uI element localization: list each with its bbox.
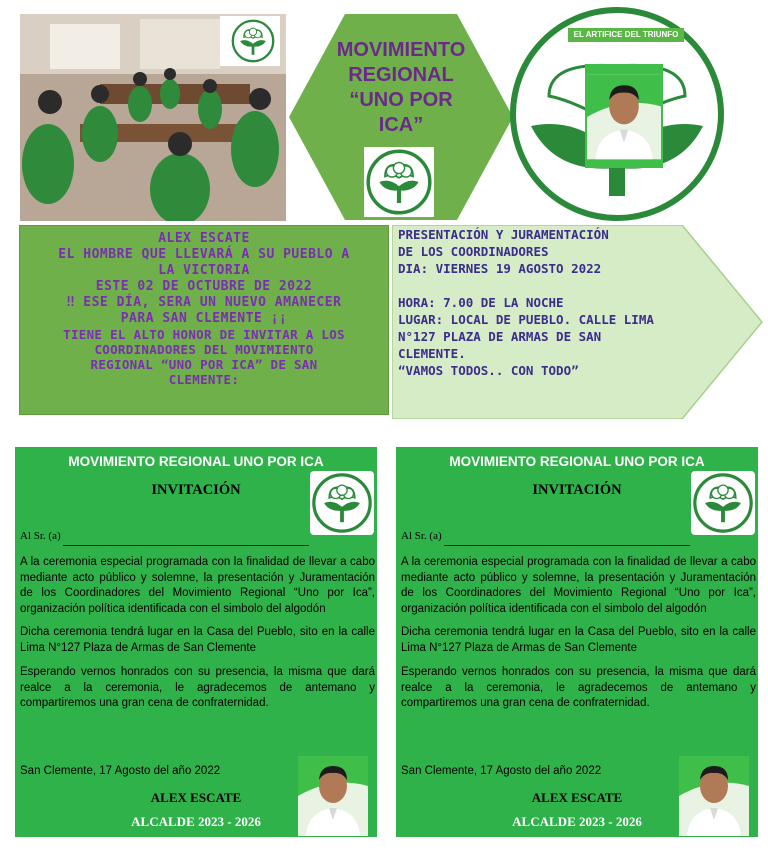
invitation-line: PARA SAN CLEMENTE ¡¡: [120, 311, 288, 326]
event-line: LUGAR: LOCAL DE PUEBLO. CALLE LIMA: [398, 312, 654, 327]
card-paragraph: Esperando vernos honrados con su presencia, la misma que dará realce a la ceremonia, le agradecemos de antemano y compartiremos una gran cena de confraternidad.: [401, 666, 756, 709]
invitation-line: EL HOMBRE QUE LLEVARÁ A SU PUEBLO A: [58, 247, 350, 262]
invitation-card-left: [15, 447, 377, 837]
signer-name: ALEX ESCATE: [531, 790, 623, 805]
event-spacer: [398, 277, 718, 294]
card-header: MOVIMIENTO REGIONAL UNO POR ICA: [68, 454, 324, 469]
card-date: San Clemente, 17 Agosto del año 2022: [20, 765, 221, 777]
movement-title: [320, 38, 482, 138]
cotton-logo-icon: [691, 471, 755, 535]
card-paragraph: Dicha ceremonia tendrá lugar en la Casa del Pueblo, sito en la calle Lima N°127 Plaza de Armas de San Clemente: [20, 626, 375, 654]
artifice-badge: EL ARTIFICE DEL TRIUNFO: [568, 28, 684, 42]
name-blank-line: [63, 545, 309, 546]
event-line: CLEMENTE.: [398, 346, 466, 361]
event-details: [398, 226, 718, 379]
card-date: San Clemente, 17 Agosto del año 2022: [401, 765, 602, 777]
card-invitation-title: INVITACIÓN: [532, 482, 622, 498]
title-line: REGIONAL: [348, 64, 454, 86]
invitation-card-right: [396, 447, 758, 837]
meeting-photo: [20, 14, 286, 221]
invitation-line: REGIONAL “UNO POR ICA” DE SAN: [90, 357, 318, 372]
card-invitation-title: INVITACIÓN: [151, 482, 241, 498]
card-body: [20, 555, 375, 712]
candidate-portrait: [679, 756, 749, 836]
invitation-line: CLEMENTE:: [168, 372, 240, 387]
name-blank-line: [444, 545, 690, 546]
invitation-line: COORDINADORES DEL MOVIMIENTO: [94, 342, 314, 357]
title-line: ICA”: [378, 114, 424, 136]
candidate-portrait: [298, 756, 368, 836]
invitation-box: [19, 225, 389, 415]
event-line: DE LOS COORDINADORES: [398, 244, 549, 259]
event-line: N°127 PLAZA DE ARMAS DE SAN: [398, 329, 602, 344]
event-line: HORA: 7.00 DE LA NOCHE: [398, 295, 564, 310]
event-line: DIA: VIERNES 19 AGOSTO 2022: [398, 261, 602, 276]
title-line: “UNO POR: [349, 89, 453, 111]
card-body: [401, 555, 756, 712]
card-paragraph: Esperando vernos honrados con su presencia, la misma que dará realce a la ceremonia, le agradecemos de antemano y compartiremos una gran cena de confraternidad.: [20, 666, 375, 709]
card-paragraph: Dicha ceremonia tendrá lugar en la Casa del Pueblo, sito en la calle Lima N°127 Plaza de Armas de San Clemente: [401, 626, 756, 654]
cotton-logo-icon: [364, 147, 434, 217]
card-paragraph: A la ceremonia especial programada con la finalidad de llevar a cabo mediante acto público y solemne, la presentación y Juramentación de los Coordinadores del Movimiento Regional “Uno por Ica”, organización política identificada con el simbolo del algodón: [401, 556, 756, 615]
salutation-label: Al Sr. (a): [20, 530, 61, 542]
invitation-line: TIENE EL ALTO HONOR DE INVITAR A LOS: [63, 327, 345, 342]
event-line: PRESENTACIÓN Y JURAMENTACIÓN: [398, 227, 609, 242]
invitation-line: ALEX ESCATE: [158, 231, 250, 246]
signer-name: ALEX ESCATE: [150, 790, 242, 805]
signer-role: ALCALDE 2023 - 2026: [131, 814, 261, 829]
invitation-line: ‼ ESE DÍA, SERA UN NUEVO AMANECER: [66, 295, 342, 310]
invitation-line: ESTE 02 DE OCTUBRE DE 2022: [95, 279, 313, 294]
event-line: “VAMOS TODOS.. CON TODO”: [398, 363, 579, 378]
card-paragraph: A la ceremonia especial programada con la finalidad de llevar a cabo mediante acto público y solemne, la presentación y Juramentación de los Coordinadores del Movimiento Regional “Uno por Ica”, organización política identificada con el simbolo del algodón: [20, 556, 375, 615]
invitation-line: LA VICTORIA: [158, 263, 250, 278]
card-header: MOVIMIENTO REGIONAL UNO POR ICA: [449, 454, 705, 469]
signer-role: ALCALDE 2023 - 2026: [512, 814, 642, 829]
title-line: MOVIMIENTO: [336, 39, 466, 61]
salutation-label: Al Sr. (a): [401, 530, 442, 542]
cotton-logo-icon: [310, 471, 374, 535]
